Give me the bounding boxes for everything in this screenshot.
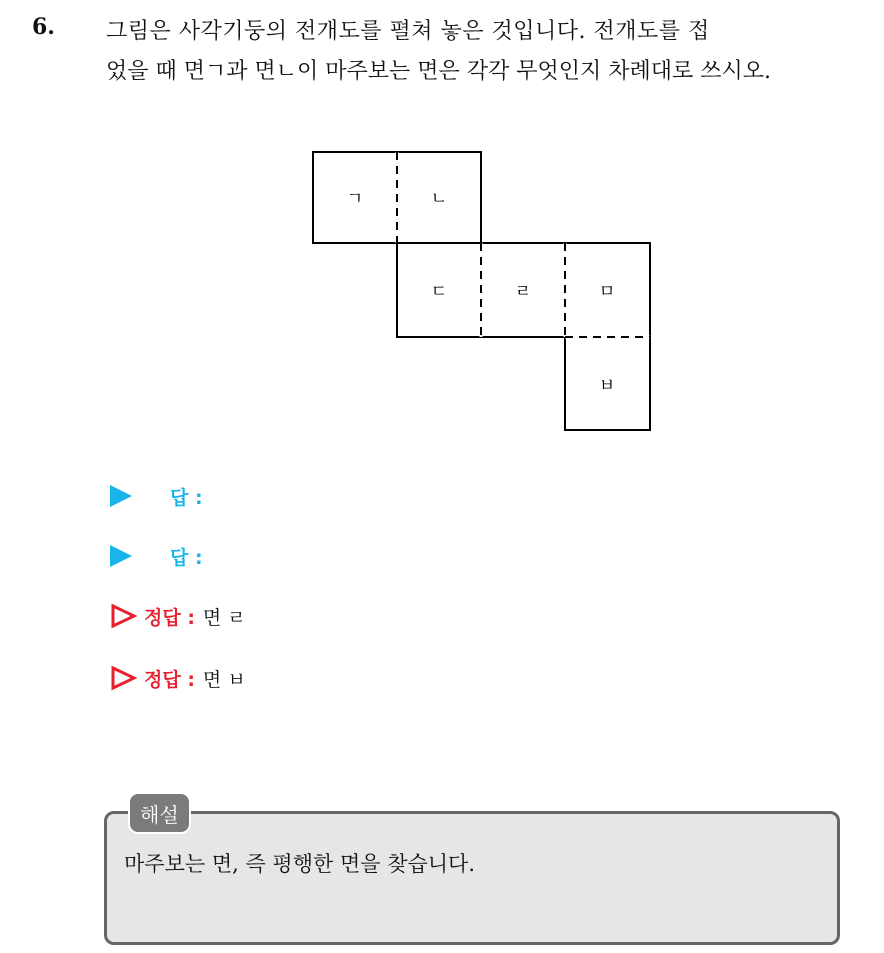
face-label-mieum: ㅁ [598,282,616,302]
play-triangle-icon [110,485,132,507]
face-label-giyeok: ㄱ [346,189,364,209]
correct-answer-label: 정답 : [144,606,195,629]
answer-label: 답 : [170,486,203,509]
question-number: 6. [32,14,55,40]
question-line-2: 었을 때 면ㄱ과 면ㄴ이 마주보는 면은 각각 무엇인지 차례대로 쓰시오. [106,59,771,84]
correct-answer-label: 정답 : [144,668,195,691]
outline-triangle-icon [110,665,138,691]
outline-triangle-icon [110,603,138,629]
face-label-bieup: ㅂ [598,376,616,396]
correct-answer-value: 면 ㄹ [202,606,246,629]
answer-label: 답 : [170,546,203,569]
correct-answer-row-1 [110,600,246,632]
explanation-box [104,811,840,945]
face-label-digeut: ㄷ [430,282,448,302]
explanation-text: 마주보는 면, 즉 평행한 면을 찾습니다. [124,852,476,876]
correct-answer-value: 면 ㅂ [202,668,246,691]
answer-row-2 [110,540,203,572]
correct-answer-row-2 [110,662,246,694]
face-label-rieul: ㄹ [514,282,532,302]
play-triangle-icon [110,545,132,567]
prism-net-diagram [0,0,884,460]
explanation-tag: 해설 [128,792,191,834]
question-line-1: 그림은 사각기둥의 전개도를 펼쳐 놓은 것입니다. 전개도를 접 [106,19,710,44]
face-label-nieun: ㄴ [430,189,448,209]
answer-row-1 [110,480,203,512]
